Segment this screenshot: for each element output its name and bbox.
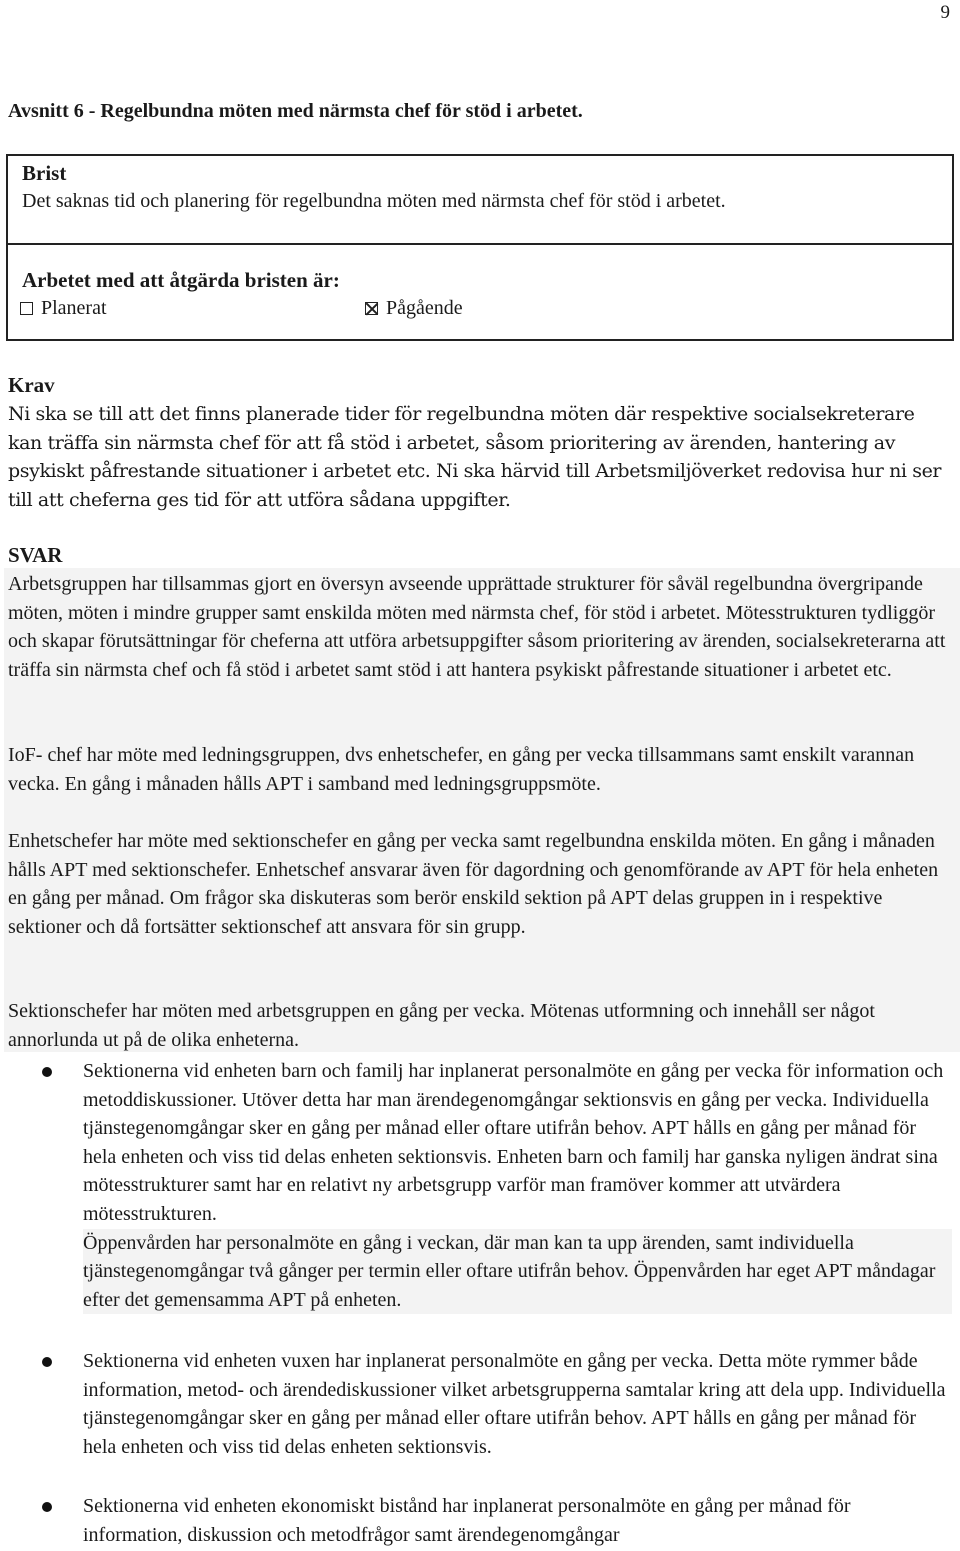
svar-paragraph: Sektionschefer har möten med arbetsgruppen en gång per vecka. Mötenas utformning och innehåll ser något annorlunda ut på de olika enheterna. (8, 1000, 875, 1051)
krav-title: Krav (8, 373, 55, 397)
status-title: Arbetet med att åtgärda bristen är: (22, 268, 340, 292)
section-heading: Avsnitt 6 - Regelbundna möten med närmsta chef för stöd i arbetet. (8, 100, 583, 122)
brist-title: Brist (22, 161, 67, 185)
list-item (42, 1492, 952, 1549)
option-label: Pågående (386, 297, 463, 319)
bullet-icon (42, 1357, 52, 1367)
checkbox-checked-icon[interactable] (365, 302, 378, 315)
bullet-text: Sektionerna vid enheten ekonomiskt bistånd har inplanerat personalmöte en gång per månad för information, diskussion och metodfrågor samt ärendegenomgångar (83, 1495, 851, 1546)
bullet-text: Sektionerna vid enheten vuxen har inplanerat personalmöte en gång per vecka. Detta möte rymmer både information, metod- och ärendediskussioner vilket arbetsgrupperna samtalar kring att dela upp. Individuella tjänstegenomgångar sker en gång per månad eller oftare utifrån behov. APT hålls en gång per månad för hela enheten och viss tid delas enheten sektionsvis. (83, 1350, 946, 1458)
svar-paragraph: Arbetsgruppen har tillsammas gjort en översyn avseende upprättade strukturer för såväl regelbundna övergripande möten, möten i mindre grupper samt enskilda möten med närmsta chef, för stöd i arbetet. Mötesstrukturen tydliggör och skapar förutsättningar för cheferna att utföra arbetsuppgifter såsom prioritering av ärenden, socialsekreterarna att träffa sin närmsta chef och få stöd i arbetet samt stöd i att hantera psykiskt påfrestande situationer i arbetet etc. (8, 573, 946, 681)
list-item (42, 1347, 952, 1461)
krav-text: Ni ska se till att det finns planerade tider för regelbundna möten där respektive socialsekreterare kan träffa sin närmsta chef för att få stöd i arbetet, såsom prioritering av ärenden, hantering av psykiskt påfrestande situationer i arbetet etc. Ni ska härvid till Arbetsmiljöverket redovisa hur ni ser till att cheferna ges tid för att utföra sådana uppgifter. (8, 403, 942, 511)
brist-box (6, 154, 954, 245)
page-number: 9 (940, 2, 950, 23)
svar-title: SVAR (8, 543, 63, 567)
bullet-icon (42, 1067, 52, 1077)
status-box (6, 243, 954, 341)
bullet-continuation: Öppenvården har personalmöte en gång i veckan, där man kan ta upp ärenden, samt individuella tjänstegenomgångar två gånger per termin eller oftare utifrån behov. Öppenvården har eget APT måndagar efter det gemensamma APT på enheten. (83, 1229, 952, 1315)
bullet-icon (42, 1502, 52, 1512)
svar-paragraph: Enhetschefer har möte med sektionschefer en gång per vecka samt regelbundna enskilda möten. En gång i månaden hålls APT med sektionschefer. Enhetschef ansvarar även för dagordning och genomförande av APT för hela enheten en gång per månad. Om frågor ska diskuteras som berör enskild sektion på APT delas gruppen in i respektive sektioner och då fortsätter sektionschef att ansvara för sin grupp. (8, 830, 939, 938)
brist-text: Det saknas tid och planering för regelbundna möten med närmsta chef för stöd i arbetet. (22, 190, 726, 212)
option-planerat[interactable] (20, 297, 107, 320)
svar-paragraph: IoF- chef har möte med ledningsgruppen, dvs enhetschefer, en gång per vecka tillsammans samt enskilt varannan vecka. En gång i månaden hålls APT i samband med ledningsgruppsmöte. (8, 744, 915, 795)
option-pagaende[interactable] (365, 297, 463, 320)
checkbox-unchecked-icon[interactable] (20, 302, 33, 315)
option-label: Planerat (41, 297, 107, 319)
list-item (42, 1057, 952, 1314)
bullet-text: Sektionerna vid enheten barn och familj har inplanerat personalmöte en gång per vecka för information och metoddiskussioner. Utöver detta har man ärendegenomgångar sektionsvis en gång per vecka. Individuella tjänstegenomgångar sker en gång per månad eller oftare utifrån behov. APT hålls en gång per månad för hela enheten och viss tid delas enheten sektionsvis. Enheten barn och familj har ganska nyligen ändrat sina mötesstrukturer samt har en relativt ny arbetsgrupp varför man framöver kommer att utvärdera mötesstrukturen. (83, 1060, 944, 1225)
